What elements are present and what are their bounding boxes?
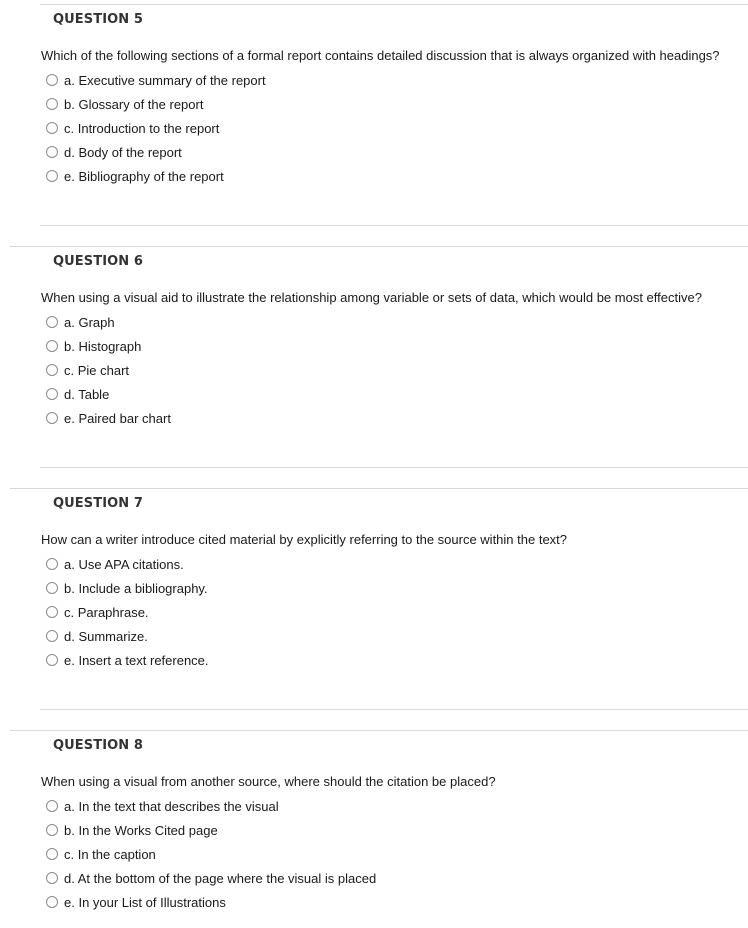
choice-a[interactable]: [46, 72, 266, 88]
radio-button-icon[interactable]: [46, 800, 58, 812]
choice-c[interactable]: [46, 362, 129, 378]
radio-button-icon[interactable]: [46, 388, 58, 400]
choice-c[interactable]: [46, 846, 156, 862]
question-title: QUESTION 8: [53, 738, 144, 753]
choice-label: a. In the text that describes the visual: [64, 798, 279, 814]
choice-a[interactable]: [46, 798, 279, 814]
choice-label: c. In the caption: [64, 846, 156, 862]
radio-button-icon[interactable]: [46, 824, 58, 836]
choice-a[interactable]: [46, 314, 115, 330]
choice-label: c. Paraphrase.: [64, 604, 149, 620]
radio-button-icon[interactable]: [46, 558, 58, 570]
radio-button-icon[interactable]: [46, 606, 58, 618]
question-text: How can a writer introduce cited material by explicitly referring to the source within the text?: [41, 532, 568, 547]
choice-d[interactable]: [46, 386, 109, 402]
radio-button-icon[interactable]: [46, 896, 58, 908]
choice-label: b. Glossary of the report: [64, 96, 204, 112]
radio-button-icon[interactable]: [46, 98, 58, 110]
question-title: QUESTION 5: [53, 12, 144, 27]
radio-button-icon[interactable]: [46, 340, 58, 352]
choice-label: e. Insert a text reference.: [64, 652, 209, 668]
question-top-divider: [40, 709, 748, 710]
choice-c[interactable]: [46, 120, 219, 136]
choice-e[interactable]: [46, 168, 224, 184]
choice-label: d. Summarize.: [64, 628, 148, 644]
radio-button-icon[interactable]: [46, 412, 58, 424]
choice-c[interactable]: [46, 604, 149, 620]
choice-label: b. Include a bibliography.: [64, 580, 208, 596]
choice-b[interactable]: [46, 338, 141, 354]
choice-label: d. Body of the report: [64, 144, 182, 160]
choice-d[interactable]: [46, 628, 148, 644]
question-separator: [10, 488, 748, 489]
choice-label: b. In the Works Cited page: [64, 822, 218, 838]
choice-e[interactable]: [46, 894, 226, 910]
question-separator: [10, 730, 748, 731]
radio-button-icon[interactable]: [46, 122, 58, 134]
question-top-divider: [40, 467, 748, 468]
choice-label: e. Paired bar chart: [64, 410, 171, 426]
radio-button-icon[interactable]: [46, 630, 58, 642]
radio-button-icon[interactable]: [46, 848, 58, 860]
radio-button-icon[interactable]: [46, 146, 58, 158]
choice-label: a. Use APA citations.: [64, 556, 184, 572]
question-top-divider: [40, 4, 748, 5]
question-title: QUESTION 7: [53, 496, 144, 511]
radio-button-icon[interactable]: [46, 872, 58, 884]
radio-button-icon[interactable]: [46, 582, 58, 594]
choice-b[interactable]: [46, 580, 208, 596]
radio-button-icon[interactable]: [46, 74, 58, 86]
choice-label: a. Executive summary of the report: [64, 72, 266, 88]
question-title: QUESTION 6: [53, 254, 144, 269]
choice-label: d. Table: [64, 386, 110, 402]
choice-d[interactable]: [46, 870, 376, 886]
question-text: Which of the following sections of a formal report contains detailed discussion that is always organized with headings?: [41, 48, 720, 63]
choice-b[interactable]: [46, 822, 218, 838]
choice-e[interactable]: [46, 652, 209, 668]
choice-label: a. Graph: [64, 314, 115, 330]
radio-button-icon[interactable]: [46, 364, 58, 376]
choice-a[interactable]: [46, 556, 184, 572]
choice-label: c. Pie chart: [64, 362, 130, 378]
radio-button-icon[interactable]: [46, 170, 58, 182]
choice-e[interactable]: [46, 410, 171, 426]
choice-label: e. Bibliography of the report: [64, 168, 224, 184]
radio-button-icon[interactable]: [46, 316, 58, 328]
radio-button-icon[interactable]: [46, 654, 58, 666]
question-top-divider: [40, 225, 748, 226]
question-text: When using a visual aid to illustrate the relationship among variable or sets of data, which would be most effective?: [41, 290, 702, 305]
choice-label: c. Introduction to the report: [64, 120, 220, 136]
choice-b[interactable]: [46, 96, 203, 112]
question-text: When using a visual from another source, where should the citation be placed?: [41, 774, 496, 789]
choice-label: d. At the bottom of the page where the visual is placed: [64, 870, 377, 886]
choice-label: b. Histograph: [64, 338, 142, 354]
question-separator: [10, 246, 748, 247]
choice-label: e. In your List of Illustrations: [64, 894, 226, 910]
choice-d[interactable]: [46, 144, 182, 160]
